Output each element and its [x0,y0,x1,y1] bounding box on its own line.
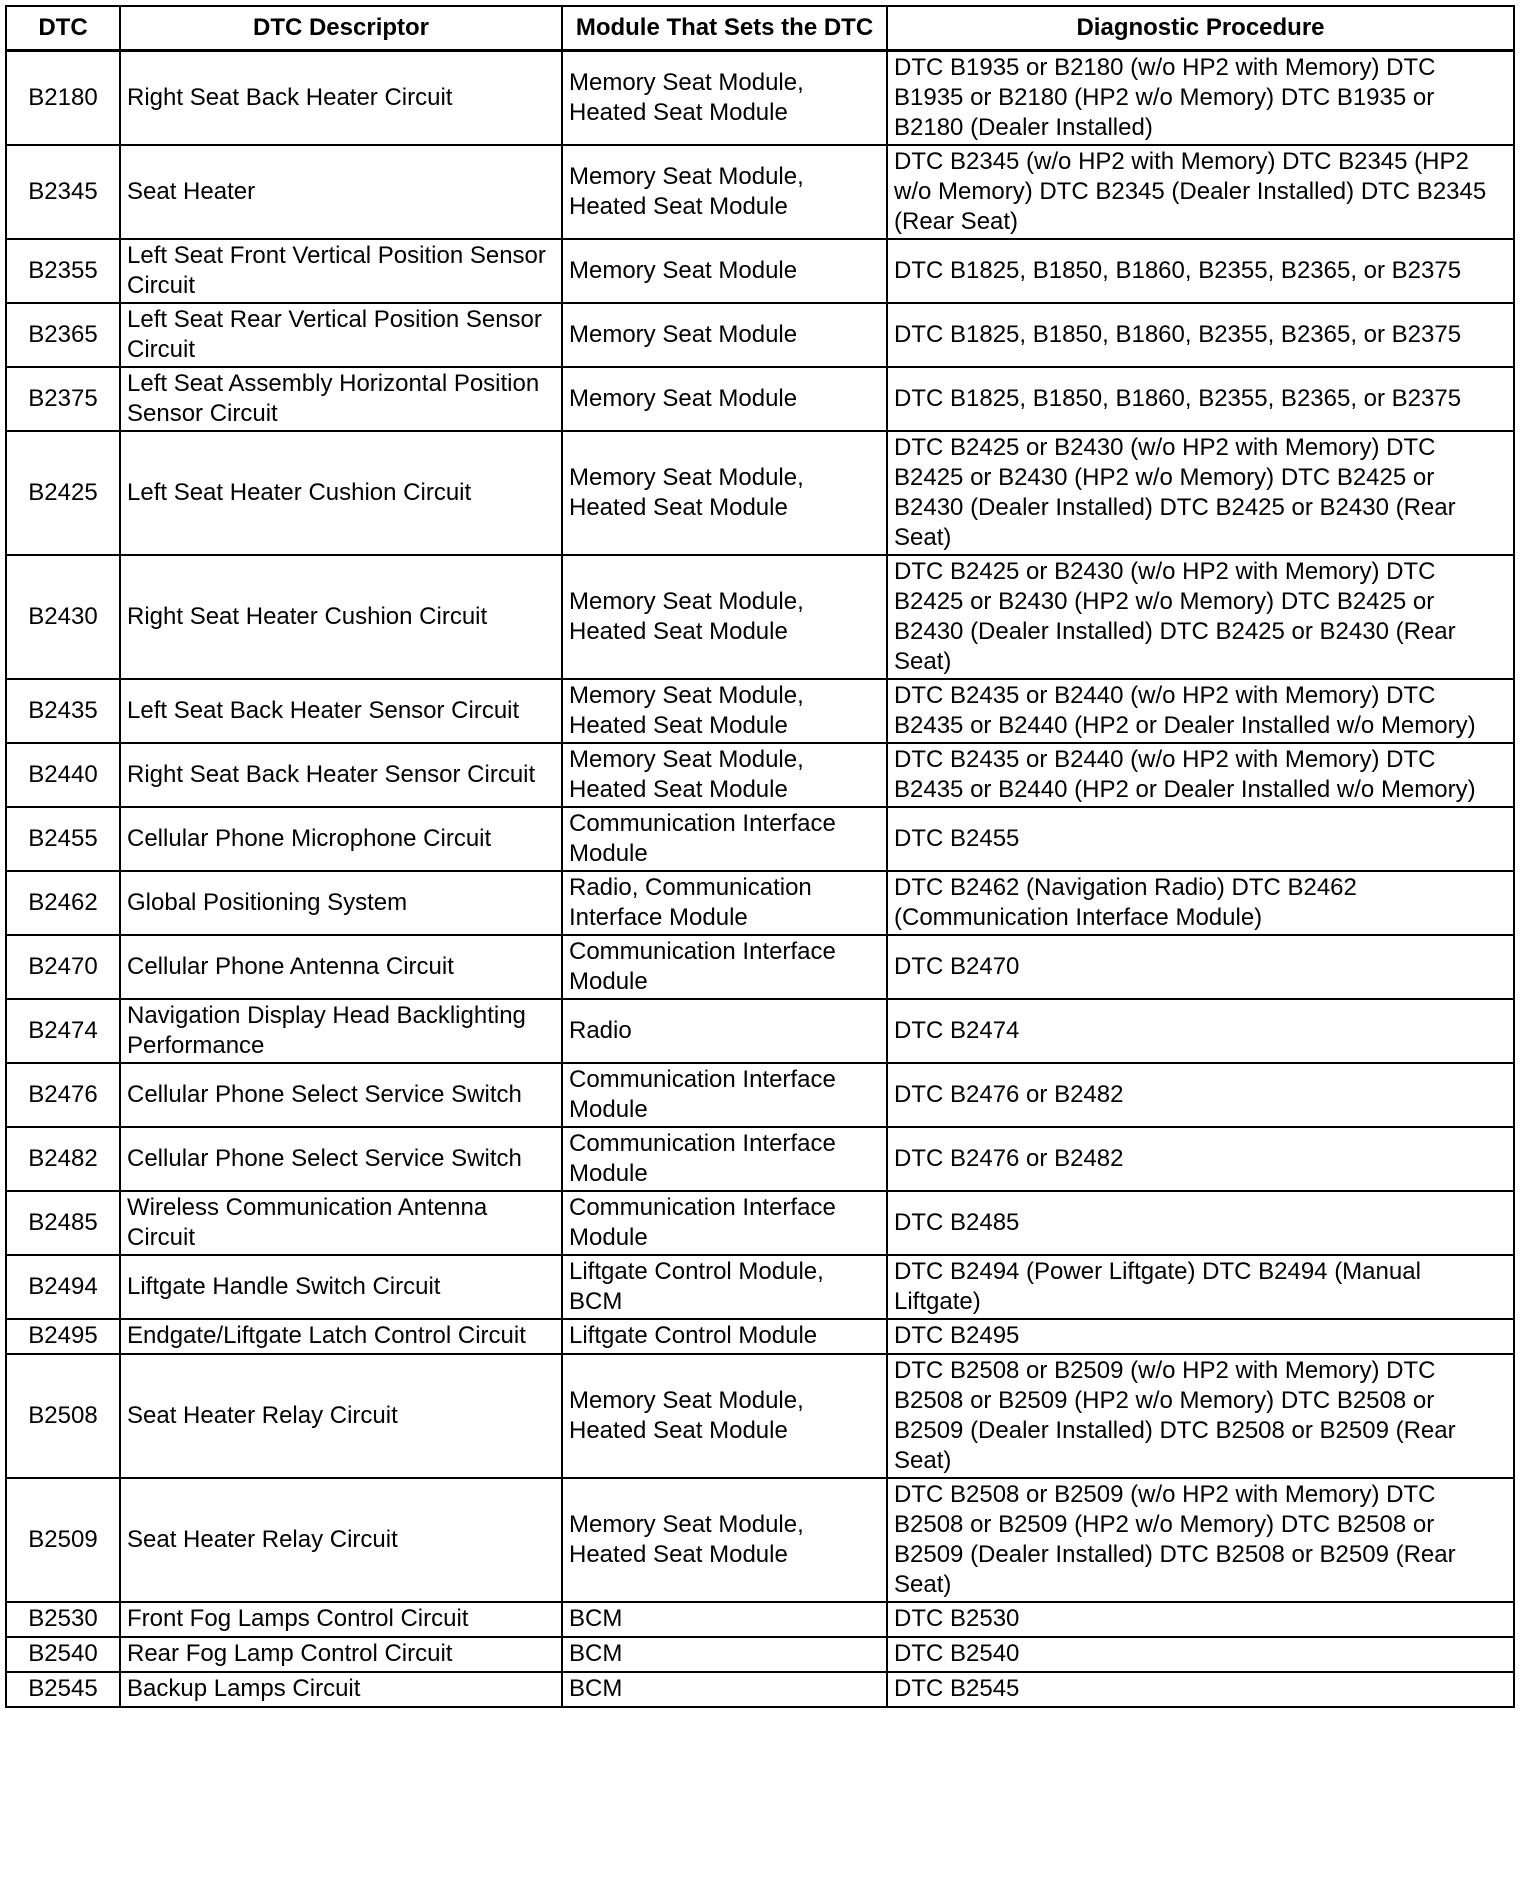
descriptor-cell: Navigation Display Head Backlighting Performance [120,999,562,1063]
table-row [6,1602,1514,1637]
procedure-cell: DTC B2435 or B2440 (w/o HP2 with Memory) DTC B2435 or B2440 (HP2 or Dealer Installed w/o Memory) [887,679,1514,743]
table-row [6,50,1514,145]
dtc-cell: B2345 [6,145,120,239]
dtc-cell: B2375 [6,367,120,431]
module-cell: Liftgate Control Module, BCM [562,1255,887,1319]
header-module: Module That Sets the DTC [562,6,887,50]
procedure-cell: DTC B2508 or B2509 (w/o HP2 with Memory) DTC B2508 or B2509 (HP2 w/o Memory) DTC B2508 or B2509 (Dealer Installed) DTC B2508 or B2509 (Rear Seat) [887,1478,1514,1602]
procedure-cell: DTC B1935 or B2180 (w/o HP2 with Memory) DTC B1935 or B2180 (HP2 w/o Memory) DTC B1935 or B2180 (Dealer Installed) [887,50,1514,145]
header-row [6,6,1514,50]
procedure-cell: DTC B2462 (Navigation Radio) DTC B2462 (Communication Interface Module) [887,871,1514,935]
descriptor-cell: Seat Heater [120,145,562,239]
module-cell: Communication Interface Module [562,1127,887,1191]
procedure-cell: DTC B2476 or B2482 [887,1127,1514,1191]
dtc-cell: B2435 [6,679,120,743]
procedure-cell: DTC B2474 [887,999,1514,1063]
table-row [6,1354,1514,1478]
dtc-cell: B2355 [6,239,120,303]
dtc-cell: B2474 [6,999,120,1063]
descriptor-cell: Right Seat Back Heater Sensor Circuit [120,743,562,807]
header-descriptor: DTC Descriptor [120,6,562,50]
descriptor-cell: Left Seat Front Vertical Position Sensor Circuit [120,239,562,303]
descriptor-cell: Right Seat Heater Cushion Circuit [120,555,562,679]
dtc-cell: B2365 [6,303,120,367]
table-row [6,871,1514,935]
table-row [6,1637,1514,1672]
module-cell: Memory Seat Module, Heated Seat Module [562,679,887,743]
dtc-cell: B2530 [6,1602,120,1637]
module-cell: Communication Interface Module [562,935,887,999]
table-body [6,50,1514,1707]
descriptor-cell: Global Positioning System [120,871,562,935]
procedure-cell: DTC B2485 [887,1191,1514,1255]
procedure-cell: DTC B1825, B1850, B1860, B2355, B2365, or B2375 [887,239,1514,303]
module-cell: Memory Seat Module, Heated Seat Module [562,1478,887,1602]
table-row [6,367,1514,431]
dtc-cell: B2509 [6,1478,120,1602]
dtc-cell: B2180 [6,50,120,145]
procedure-cell: DTC B2495 [887,1319,1514,1354]
table-row [6,1319,1514,1354]
module-cell: Communication Interface Module [562,1191,887,1255]
module-cell: Memory Seat Module, Heated Seat Module [562,145,887,239]
descriptor-cell: Endgate/Liftgate Latch Control Circuit [120,1319,562,1354]
module-cell: Liftgate Control Module [562,1319,887,1354]
module-cell: Radio, Communication Interface Module [562,871,887,935]
dtc-table [5,5,1515,1708]
procedure-cell: DTC B2530 [887,1602,1514,1637]
dtc-cell: B2540 [6,1637,120,1672]
table-row [6,743,1514,807]
module-cell: Memory Seat Module [562,303,887,367]
dtc-cell: B2462 [6,871,120,935]
procedure-cell: DTC B2425 or B2430 (w/o HP2 with Memory) DTC B2425 or B2430 (HP2 w/o Memory) DTC B2425 or B2430 (Dealer Installed) DTC B2425 or B2430 (Rear Seat) [887,431,1514,555]
procedure-cell: DTC B2425 or B2430 (w/o HP2 with Memory) DTC B2425 or B2430 (HP2 w/o Memory) DTC B2425 or B2430 (Dealer Installed) DTC B2425 or B2430 (Rear Seat) [887,555,1514,679]
descriptor-cell: Cellular Phone Select Service Switch [120,1127,562,1191]
descriptor-cell: Front Fog Lamps Control Circuit [120,1602,562,1637]
dtc-cell: B2425 [6,431,120,555]
table-row [6,431,1514,555]
table-row [6,1255,1514,1319]
procedure-cell: DTC B2494 (Power Liftgate) DTC B2494 (Manual Liftgate) [887,1255,1514,1319]
procedure-cell: DTC B2455 [887,807,1514,871]
module-cell: Radio [562,999,887,1063]
module-cell: Memory Seat Module, Heated Seat Module [562,431,887,555]
dtc-cell: B2476 [6,1063,120,1127]
descriptor-cell: Left Seat Heater Cushion Circuit [120,431,562,555]
table-row [6,555,1514,679]
procedure-cell: DTC B1825, B1850, B1860, B2355, B2365, or B2375 [887,303,1514,367]
table-row [6,679,1514,743]
descriptor-cell: Liftgate Handle Switch Circuit [120,1255,562,1319]
descriptor-cell: Cellular Phone Microphone Circuit [120,807,562,871]
module-cell: Memory Seat Module, Heated Seat Module [562,50,887,145]
table-row [6,1127,1514,1191]
descriptor-cell: Cellular Phone Antenna Circuit [120,935,562,999]
descriptor-cell: Wireless Communication Antenna Circuit [120,1191,562,1255]
dtc-cell: B2430 [6,555,120,679]
module-cell: Memory Seat Module, Heated Seat Module [562,743,887,807]
procedure-cell: DTC B2435 or B2440 (w/o HP2 with Memory) DTC B2435 or B2440 (HP2 or Dealer Installed w/o Memory) [887,743,1514,807]
procedure-cell: DTC B2545 [887,1672,1514,1707]
header-dtc: DTC [6,6,120,50]
table-row [6,1063,1514,1127]
dtc-cell: B2495 [6,1319,120,1354]
procedure-cell: DTC B1825, B1850, B1860, B2355, B2365, or B2375 [887,367,1514,431]
module-cell: Communication Interface Module [562,1063,887,1127]
descriptor-cell: Cellular Phone Select Service Switch [120,1063,562,1127]
descriptor-cell: Left Seat Back Heater Sensor Circuit [120,679,562,743]
descriptor-cell: Left Seat Assembly Horizontal Position Sensor Circuit [120,367,562,431]
table-row [6,1478,1514,1602]
dtc-cell: B2494 [6,1255,120,1319]
table-row [6,1191,1514,1255]
table-row [6,1672,1514,1707]
table-row [6,239,1514,303]
module-cell: Memory Seat Module, Heated Seat Module [562,555,887,679]
procedure-cell: DTC B2470 [887,935,1514,999]
descriptor-cell: Seat Heater Relay Circuit [120,1354,562,1478]
module-cell: BCM [562,1672,887,1707]
dtc-cell: B2485 [6,1191,120,1255]
table-row [6,303,1514,367]
module-cell: Memory Seat Module, Heated Seat Module [562,1354,887,1478]
dtc-cell: B2440 [6,743,120,807]
dtc-cell: B2545 [6,1672,120,1707]
header-procedure: Diagnostic Procedure [887,6,1514,50]
descriptor-cell: Right Seat Back Heater Circuit [120,50,562,145]
dtc-cell: B2455 [6,807,120,871]
procedure-cell: DTC B2345 (w/o HP2 with Memory) DTC B2345 (HP2 w/o Memory) DTC B2345 (Dealer Installed) DTC B2345 (Rear Seat) [887,145,1514,239]
descriptor-cell: Seat Heater Relay Circuit [120,1478,562,1602]
table-row [6,807,1514,871]
module-cell: Memory Seat Module [562,367,887,431]
dtc-cell: B2508 [6,1354,120,1478]
procedure-cell: DTC B2476 or B2482 [887,1063,1514,1127]
dtc-cell: B2470 [6,935,120,999]
descriptor-cell: Left Seat Rear Vertical Position Sensor Circuit [120,303,562,367]
table-row [6,145,1514,239]
descriptor-cell: Backup Lamps Circuit [120,1672,562,1707]
table-row [6,999,1514,1063]
module-cell: BCM [562,1602,887,1637]
dtc-cell: B2482 [6,1127,120,1191]
descriptor-cell: Rear Fog Lamp Control Circuit [120,1637,562,1672]
module-cell: Communication Interface Module [562,807,887,871]
module-cell: Memory Seat Module [562,239,887,303]
table-row [6,935,1514,999]
procedure-cell: DTC B2508 or B2509 (w/o HP2 with Memory) DTC B2508 or B2509 (HP2 w/o Memory) DTC B2508 or B2509 (Dealer Installed) DTC B2508 or B2509 (Rear Seat) [887,1354,1514,1478]
module-cell: BCM [562,1637,887,1672]
procedure-cell: DTC B2540 [887,1637,1514,1672]
